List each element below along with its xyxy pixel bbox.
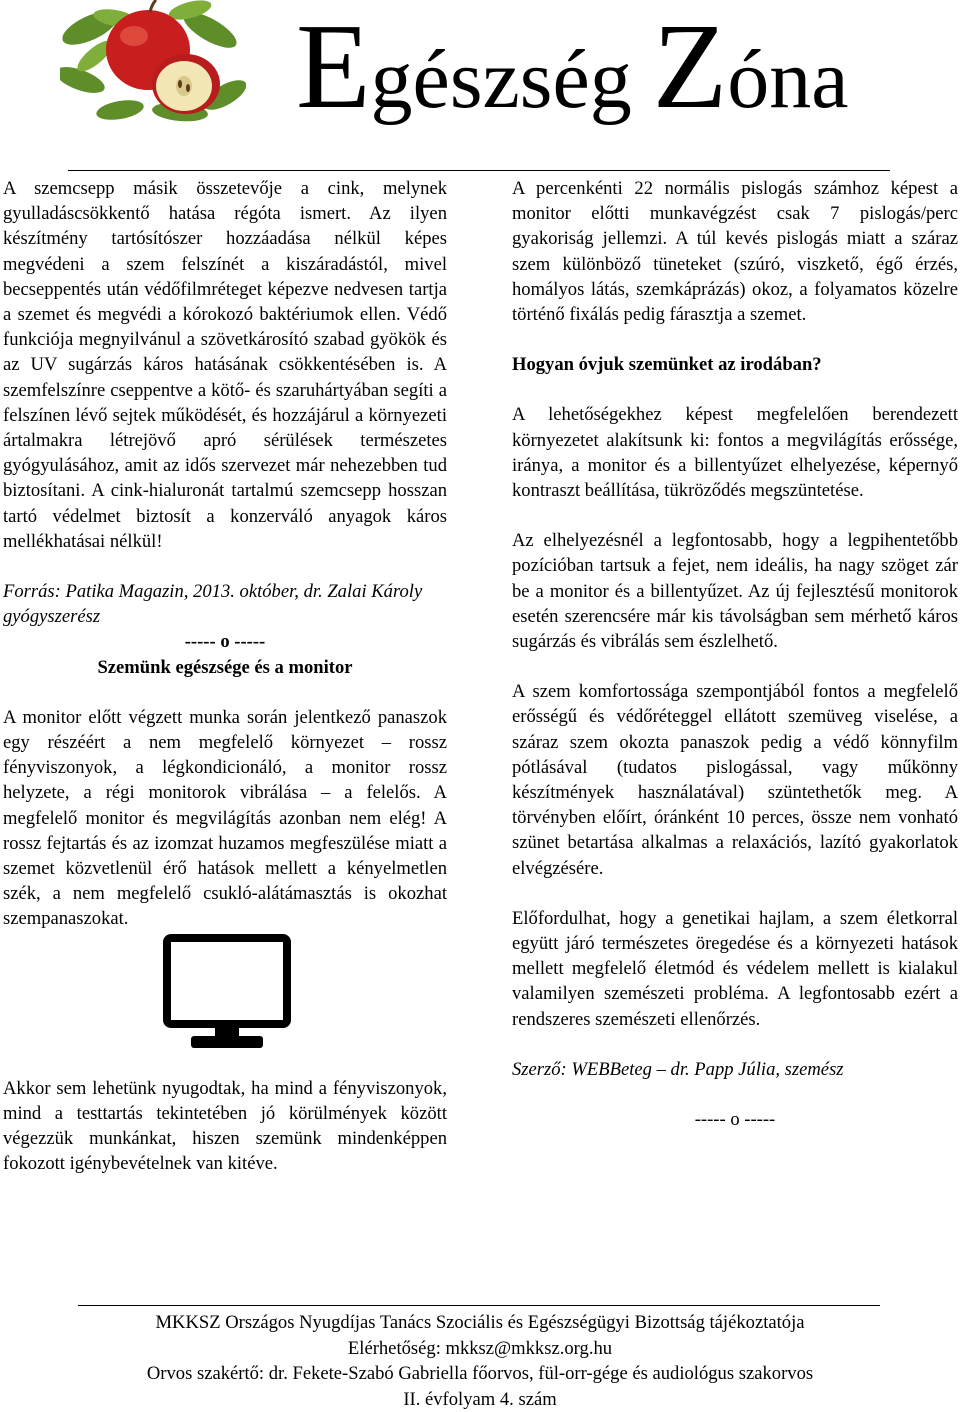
monitor-icon	[163, 934, 291, 1052]
office-heading: Hogyan óvjuk szemünket az irodában?	[512, 352, 958, 377]
right-column	[512, 176, 958, 1132]
footer-expert: Orvos szakértő: dr. Fekete-Szabó Gabriella főorvos, fül-orr-gége és audiológus szakorvos	[0, 1361, 960, 1387]
end-separator: ----- o -----	[512, 1107, 958, 1132]
page-title	[296, 6, 936, 138]
header-divider	[68, 170, 890, 171]
author-line: Szerző: WEBBeteg – dr. Papp Júlia, szemész	[512, 1057, 958, 1082]
title-letter-e: E	[296, 0, 371, 134]
apple-image	[60, 0, 246, 122]
right-paragraph-blinking: A percenkénti 22 normális pislogás számhoz képest a monitor előtti munkavégzést csak 7 pislogás/perc gyakoriság jellemzi. A túl kevés pislogás miatt a száraz szem különböző tüneteket (szúró, viszkető, égő érzés, homályos látás, szemkáprázás) okoz, a folyamatos közelre történő fixálás pedig fárasztja a szemet.	[512, 176, 958, 327]
title-part-1: gészség	[371, 33, 653, 126]
left-paragraph-monitor: A monitor előtt végzett munka során jelentkező panaszok egy részéért a nem megfelelő környezet – rossz fényviszonyok, a légkondicionáló, a monitor rossz helyzete, a régi monitorok vibrálása – a felelős. A megfelelő monitor és megvilágítás azonban nem elég! A rossz fejtartás és az izomzat huzamos megfeszülése miatt a szemet közvetlenül érő hatások mellett a kényelmetlen szék, a nem megfelelő csukló-alátámasztás is okozhat szempanaszokat.	[3, 705, 447, 932]
left-paragraph-zinc: A szemcsepp másik összetevője a cink, melynek gyulladáscsökkentő hatása régóta ismert. Az ilyen készítmény tartósítószer hozzáadása nélkül képes megvédeni a szem felszínét a kiszáradástól, mivel becseppentés után védőfilmréteget képezve nedvesen tartja a szemet és megvédi a kórokozó baktériumok ellen. Védő funkciója megnyilvánul a szövetkárosító szabad gyökök és az UV sugárzás káros hatásának csökkentésében is. A szemfelszínre cseppentve a kötő- és szaruhártyában segíti a felszínen lévő sejtek működését, és hozzájárul a környezeti ártalmakra létrejövő apró sérülések természetes gyógyulásához, amit az idős szervezet már nehezebben tud biztosítani. A cink-hialuronát tartalmú szemcsepp hosszan tartó védelmet biztosít a konzerváló anyagok káros mellékhatásai nélkül!	[3, 176, 447, 554]
right-paragraph-glasses: A szem komfortossága szempontjából fontos a megfelelő erősségű és védőréteggel ellátott szemüveg viselése, a száraz szem okozta panaszok pedig a védő könnyfilm pótlásával (tudatos pislogással, vagy műkönny készítmények használatával) szüntethetők meg. A törvényben előírt, óránként 10 perces, össze nem vonható szünet betartása alkalmas a relaxációs, lazító gyakorlatok elvégzésére.	[512, 679, 958, 881]
left-column	[3, 176, 447, 1177]
section-separator: ----- o -----	[3, 629, 447, 654]
right-paragraph-placement: Az elhelyezésnél a legfontosabb, hogy a legpihentetőbb pozícióban tartsuk a fejet, nem ideális, ha nagy szöget zár be a monitor és a billentyűzet. Az új fejlesztésű monitorok esetén szerencsére már kis távolságban sem mérhető káros sugárzás és vibrálás sem észlelhető.	[512, 528, 958, 654]
footer-issue: II. évfolyam 4. szám	[0, 1387, 960, 1412]
title-letter-z: Z	[653, 0, 728, 134]
article-heading: Szemünk egészsége és a monitor	[3, 655, 447, 680]
footer-organization: MKKSZ Országos Nyugdíjas Tanács Szociális és Egészségügyi Bizottság tájékoztatója	[0, 1310, 960, 1336]
right-paragraph-checkup: Előfordulhat, hogy a genetikai hajlam, a szem életkorral együtt járó természetes öregedése és a környezeti hatások mellett megfelelő életmód és védelem mellett is kialakul valamilyen szemészeti probléma. A legfontosabb ezért a rendszeres szemészeti ellenőrzés.	[512, 906, 958, 1032]
title-part-2: óna	[727, 33, 848, 126]
left-paragraph-conclusion: Akkor sem lehetünk nyugodtak, ha mind a fényviszonyok, mind a testtartás tekintetében jó körülmények között végezzük munkánkat, hiszen szemünk mindenképpen fokozott igénybevételnek van kitéve.	[3, 1076, 447, 1177]
source-citation: Forrás: Patika Magazin, 2013. október, dr. Zalai Károly gyógyszerész	[3, 579, 447, 629]
footer-divider	[78, 1305, 880, 1306]
right-paragraph-environment: A lehetőségekhez képest megfelelően berendezett környezetet alakítsunk ki: fontos a megvilágítás erőssége, iránya, a monitor és a billentyűzet elhelyezése, képernyő kontraszt beállítása, tükröződés megszüntetése.	[512, 402, 958, 503]
footer	[0, 1310, 960, 1412]
footer-contact: Elérhetőség: mkksz@mkksz.org.hu	[0, 1336, 960, 1362]
